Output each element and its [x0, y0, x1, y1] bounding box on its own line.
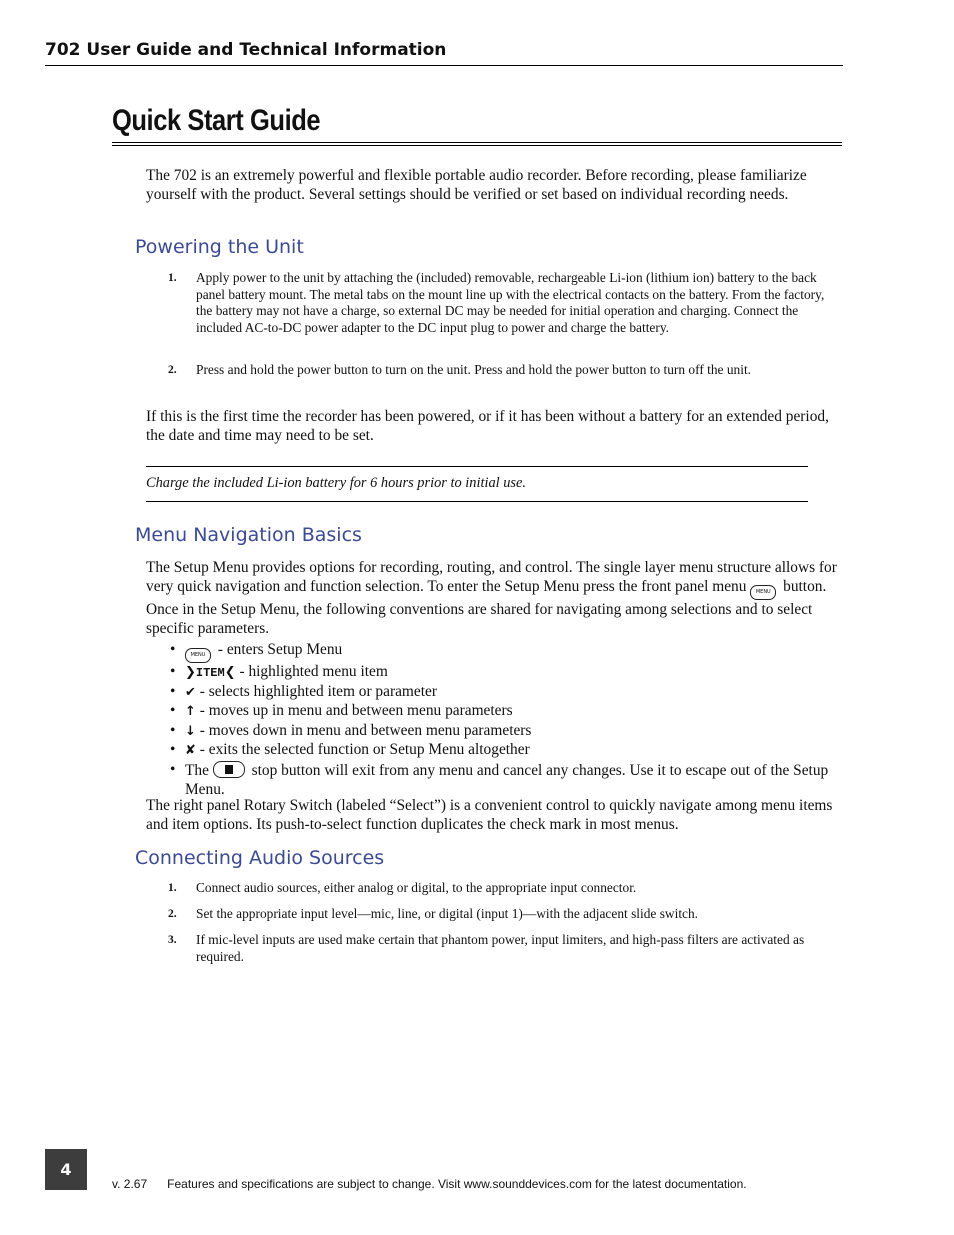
- title-rule-bottom: [112, 145, 842, 146]
- list-item-text: - exits the selected function or Setup Menu altogether: [199, 741, 530, 759]
- list-item: [170, 663, 840, 683]
- note-rule-top: [146, 466, 808, 467]
- step-text: Press and hold the power button to turn on the unit. Press and hold the power button to turn off the unit.: [196, 362, 752, 377]
- step-text: Set the appropriate input level—mic, line, or digital (input 1)—with the adjacent slide switch.: [196, 906, 699, 921]
- menu-paragraph-text: button. Once in the Setup Menu, the following conventions are shared for navigating among selections and to select specific parameters.: [146, 578, 827, 637]
- note-rule-bottom: [146, 501, 808, 502]
- section-heading-powering: Powering the Unit: [135, 236, 304, 258]
- cross-icon: ✘: [185, 743, 196, 759]
- step-text: Apply power to the unit by attaching the (included) removable, rechargeable Li-ion (lithium ion) battery to the back panel battery mount. The metal tabs on the mount line up with the electrical contacts on the battery. From the factory, the battery may not have a charge, so external DC may be needed for initial operation and charging. Connect the included AC-to-DC power adapter to the DC input plug to power and charge the battery.: [196, 270, 825, 335]
- chevron-left-icon: ❮: [224, 665, 236, 680]
- menu-paragraph-text: The Setup Menu provides options for recording, routing, and control. The single layer menu structure allows for very quick navigation and function selection. To enter the Setup Menu press the front panel menu: [146, 559, 837, 595]
- list-item: [170, 761, 840, 799]
- bullet-dot: •: [170, 702, 176, 720]
- arrow-down-icon: ↓: [185, 723, 196, 739]
- rotary-switch-paragraph: The right panel Rotary Switch (labeled “Select”) is a convenient control to quickly navigate among menu items and item options. Its push-to-select function duplicates the check mark in most menus.: [146, 797, 833, 833]
- menu-button-icon: MENU: [750, 585, 776, 600]
- section-heading-menu: Menu Navigation Basics: [135, 524, 362, 546]
- bullet-dot: •: [170, 741, 176, 759]
- stop-button-icon: [213, 761, 245, 778]
- battery-note: Charge the included Li-ion battery for 6 hours prior to initial use.: [146, 475, 527, 491]
- menu-paragraph: [146, 558, 840, 638]
- step-number: 1.: [168, 882, 177, 894]
- bullet-dot: •: [170, 682, 176, 700]
- list-item-text: - moves up in menu and between menu parameters: [199, 702, 513, 720]
- footer: [112, 1177, 747, 1191]
- powering-paragraph: If this is the first time the recorder has been powered, or if it has been without a battery for an extended period, the date and time may need to be set.: [146, 408, 829, 444]
- list-item-text: The: [185, 761, 209, 779]
- step-number: 2.: [168, 364, 177, 376]
- list-item-text: - enters Setup Menu: [217, 641, 343, 658]
- list-item: [170, 702, 840, 722]
- section-heading-audio: Connecting Audio Sources: [135, 847, 385, 869]
- running-header: 702 User Guide and Technical Information: [45, 40, 447, 60]
- step-text: If mic-level inputs are used make certain that phantom power, input limiters, and high-pass filters are activated as required.: [196, 932, 805, 964]
- bullet-dot: •: [170, 760, 176, 778]
- arrow-up-icon: ↑: [185, 704, 196, 720]
- list-item: [170, 641, 840, 663]
- bullet-dot: •: [170, 663, 176, 680]
- bullet-dot: •: [170, 721, 176, 739]
- list-item-text: - selects highlighted item or parameter: [199, 682, 437, 700]
- page-title: Quick Start Guide: [112, 104, 321, 137]
- page-number: 4: [45, 1149, 87, 1190]
- step-number: 1.: [168, 272, 177, 284]
- list-item-text: - moves down in menu and between menu parameters: [199, 721, 532, 739]
- menu-button-icon: MENU: [185, 648, 211, 663]
- title-rule-top: [112, 142, 842, 143]
- checkmark-icon: ✔: [185, 684, 196, 700]
- highlighted-item-tag: ITEM: [195, 666, 225, 680]
- intro-paragraph: The 702 is an extremely powerful and flexible portable audio recorder. Before recording, please familiarize yourself with the product. Several settings should be verified or set based on individual recording needs.: [146, 167, 807, 203]
- list-item: [170, 722, 840, 742]
- menu-conventions-list: [170, 641, 840, 799]
- bullet-dot: •: [170, 641, 176, 658]
- step-number: 3.: [168, 934, 177, 946]
- list-item: [170, 741, 840, 761]
- footer-text: Features and specifications are subject to change. Visit www.sounddevices.com for the latest documentation.: [167, 1177, 747, 1191]
- header-rule: [45, 65, 843, 66]
- step-number: 2.: [168, 908, 177, 920]
- chevron-right-icon: ❯: [185, 665, 196, 680]
- footer-version: v. 2.67: [112, 1177, 148, 1191]
- step-text: Connect audio sources, either analog or digital, to the appropriate input connector.: [196, 880, 637, 895]
- list-item: [170, 683, 840, 703]
- list-item-text: stop button will exit from any menu and cancel any changes. Use it to escape out of the Setup Menu.: [185, 761, 829, 798]
- list-item-text: - highlighted menu item: [239, 663, 388, 680]
